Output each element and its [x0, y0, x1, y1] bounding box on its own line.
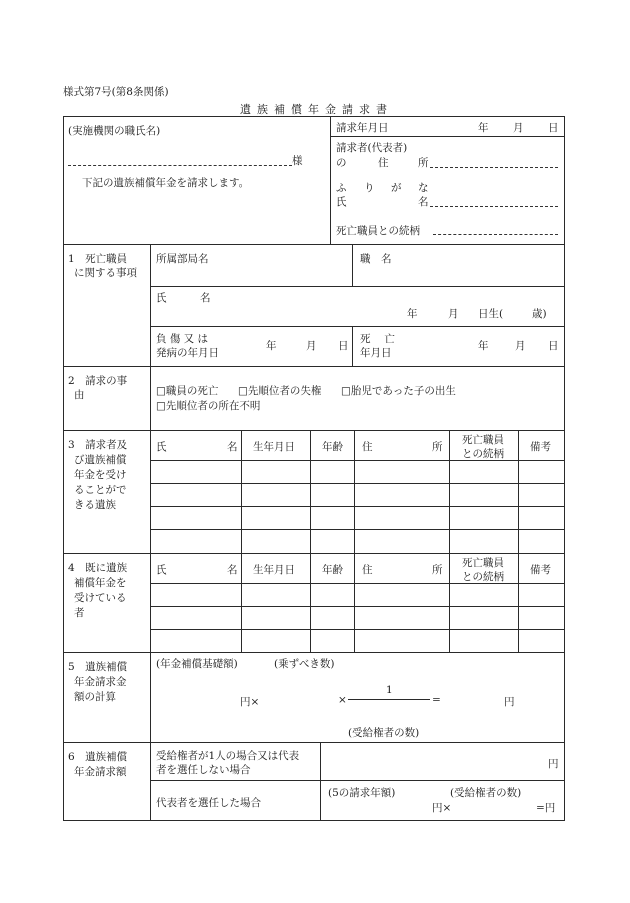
s3-header-relation-2: との続柄 — [462, 448, 504, 460]
section3-label-line3: 年金を受け — [74, 469, 127, 481]
calc-numerator: 1 — [386, 684, 393, 696]
s4-header-addr-1: 住 — [362, 564, 373, 576]
s3-header-remarks: 備考 — [530, 441, 551, 453]
section5-label-line3: 額の計算 — [74, 691, 116, 703]
section1-label-line1: 1 死亡職員 — [68, 253, 128, 265]
request-year: 年 — [478, 122, 489, 134]
multiplier-label: (乗ずべき数) — [274, 658, 335, 670]
rep-yen-times: 円× — [432, 802, 452, 814]
section1-label-line2: に関する事項 — [74, 267, 137, 279]
section4-label-line3: 受けている — [74, 592, 127, 604]
s4-header-name-1: 氏 — [156, 564, 167, 576]
single-claim-yen: 円 — [548, 758, 559, 770]
section4-label-line1: 4 既に遺族 — [68, 562, 128, 574]
furigana-2: り — [364, 182, 375, 194]
s4-header-age: 年齢 — [322, 564, 343, 576]
injury-day: 日 — [338, 340, 349, 352]
position-label: 職 名 — [360, 253, 392, 265]
sama-label: 様 — [292, 155, 303, 167]
s3-header-addr-2: 所 — [432, 441, 443, 453]
s4-header-relation-1: 死亡職員 — [462, 557, 504, 569]
injury-year: 年 — [266, 340, 277, 352]
death-year: 年 — [478, 340, 489, 352]
section3-label-line1: 3 請求者及 — [68, 439, 128, 451]
rep-amount-label: (5の請求年額) — [328, 787, 396, 799]
single-claim-line2: 者を選任しない場合 — [156, 764, 251, 776]
birth-month: 月 — [448, 308, 459, 320]
claimant-name-label-1: 氏 — [336, 196, 347, 208]
rep-result: =円 — [536, 802, 556, 814]
rep-count-label: (受給権者の数) — [450, 787, 522, 799]
calc-yen: 円 — [504, 696, 515, 708]
s4-header-addr-2: 所 — [432, 564, 443, 576]
section4-label-line2: 補償年金を — [74, 577, 127, 589]
claimant-label: 請求者(代表者) — [336, 142, 408, 154]
s4-header-remarks: 備考 — [530, 564, 551, 576]
reason-option-3[interactable]: □胎児であった子の出生 — [341, 385, 456, 397]
injury-month: 月 — [306, 340, 317, 352]
birth-year: 年 — [407, 308, 418, 320]
relation-label: 死亡職員との続柄 — [336, 225, 420, 237]
request-day: 日 — [548, 122, 559, 134]
reason-option-2[interactable]: □先順位者の失権 — [238, 385, 322, 397]
section5-label-line2: 年金請求金 — [74, 676, 127, 688]
death-day: 日 — [548, 340, 559, 352]
claimant-name-label-2: 名 — [418, 196, 429, 208]
section5-label-line1: 5 遺族補償 — [68, 661, 128, 673]
section4-label-line4: 者 — [74, 607, 85, 619]
address-label-1: の — [336, 157, 347, 169]
birth-day: 日生( — [478, 308, 504, 320]
single-claim-line1: 受給権者が1人の場合又は代表 — [156, 750, 300, 762]
section6-label-line2: 年金請求額 — [74, 766, 127, 778]
form-title: 遺族補償年金請求書 — [240, 103, 393, 116]
s3-header-name-2: 名 — [227, 441, 238, 453]
s4-header-relation-2: との続柄 — [462, 571, 504, 583]
denominator-label: (受給権者の数) — [348, 727, 420, 739]
section2-label-line1: 2 請求の事 — [68, 375, 128, 387]
death-label-line1: 死 亡 — [360, 333, 395, 345]
furigana-1: ふ — [336, 182, 347, 194]
section3-label-line4: ることがで — [74, 484, 127, 496]
address-label-2: 住 — [378, 157, 389, 169]
section2-label-line2: 由 — [74, 389, 85, 401]
address-label-3: 所 — [418, 157, 429, 169]
s4-header-birth: 生年月日 — [253, 564, 295, 576]
base-amount-label: (年金補償基礎額) — [156, 658, 238, 670]
rep-claim-label: 代表者を選任した場合 — [156, 797, 261, 809]
s3-header-name-1: 氏 — [156, 441, 167, 453]
section3-label-line5: きる遺族 — [74, 499, 116, 511]
s3-header-addr-1: 住 — [362, 441, 373, 453]
death-month: 月 — [515, 340, 526, 352]
furigana-3: が — [391, 182, 402, 194]
deceased-name-label-2: 名 — [200, 292, 211, 304]
s3-header-birth: 生年月日 — [253, 441, 295, 453]
age-label: 歳) — [532, 308, 547, 320]
calc-times: × — [338, 694, 347, 706]
dept-label: 所属部局名 — [156, 253, 209, 265]
injury-label-line1: 負 傷 又 は — [156, 333, 209, 345]
calc-equals: = — [432, 694, 441, 706]
form-number: 様式第7号(第8条関係) — [63, 86, 169, 98]
death-label-line2: 年月日 — [360, 347, 392, 359]
reason-option-1[interactable]: □職員の死亡 — [156, 385, 219, 397]
section3-label-line2: び遺族補償 — [74, 454, 127, 466]
request-month: 月 — [513, 122, 524, 134]
furigana-4: な — [418, 182, 429, 194]
request-text: 下記の遺族補償年金を請求します。 — [82, 177, 250, 189]
s3-header-relation-1: 死亡職員 — [462, 434, 504, 446]
s4-header-name-2: 名 — [227, 564, 238, 576]
request-date-label: 請求年月日 — [336, 122, 389, 134]
s3-header-age: 年齢 — [322, 441, 343, 453]
calc-yen-times: 円× — [240, 696, 260, 708]
org-label: (実施機関の職氏名) — [68, 125, 161, 137]
reason-option-4[interactable]: □先順位者の所在不明 — [156, 400, 261, 412]
fraction-bar — [348, 699, 430, 700]
section6-label-line1: 6 遺族補償 — [68, 751, 128, 763]
injury-label-line2: 発病の年月日 — [156, 347, 219, 359]
deceased-name-label-1: 氏 — [156, 292, 167, 304]
